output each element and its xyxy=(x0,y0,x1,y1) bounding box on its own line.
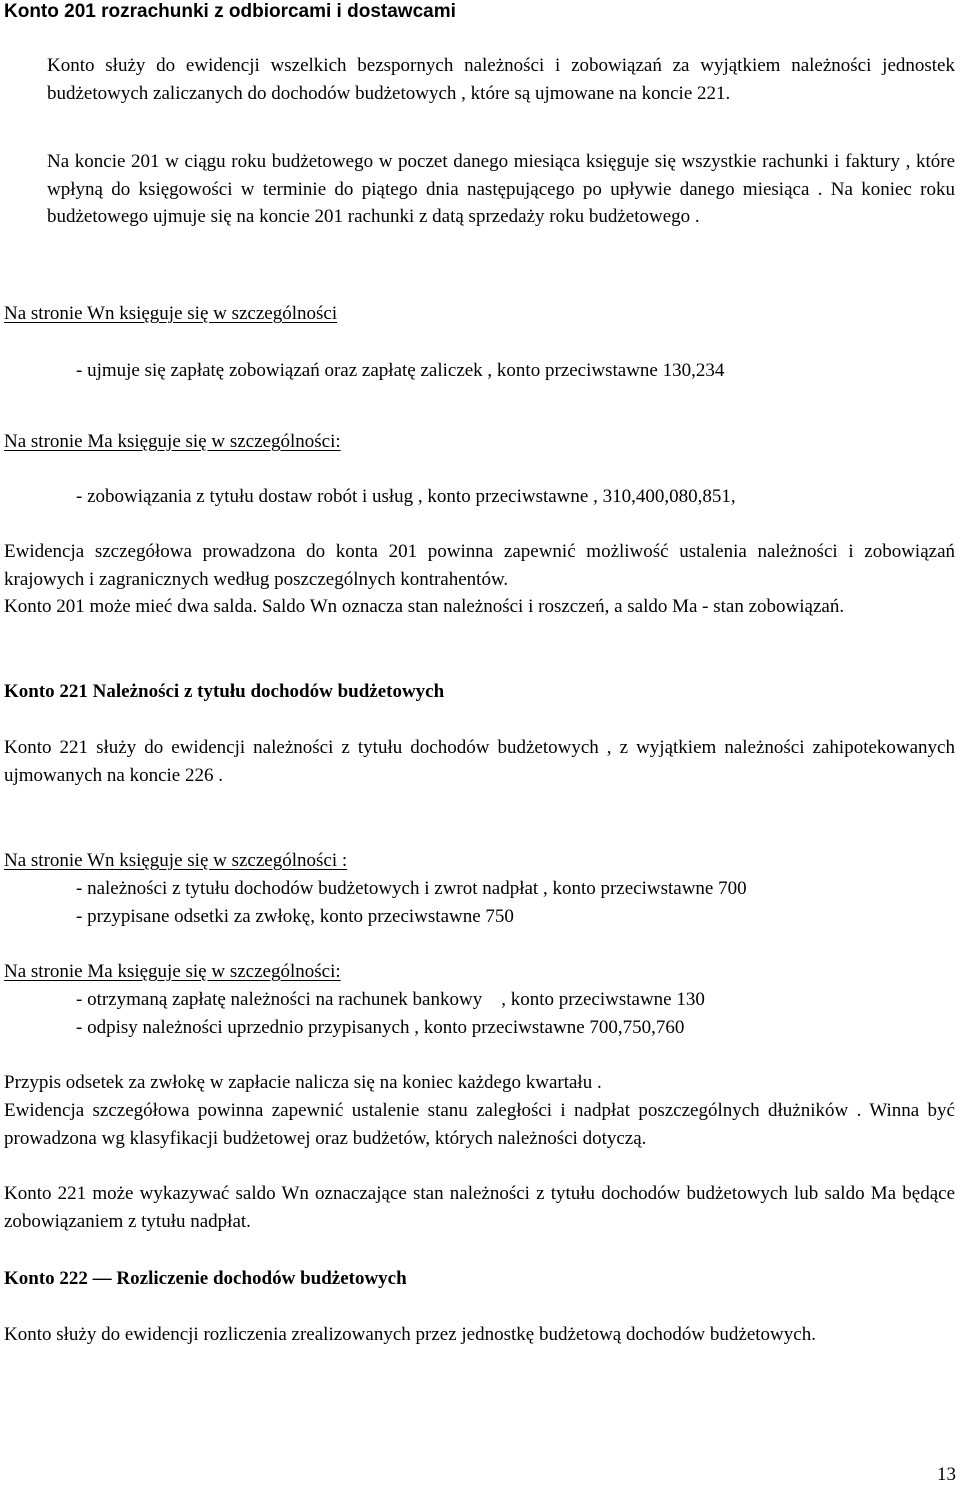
section-221-paragraph-1: Konto 221 służy do ewidencji należności z tytułu dochodów budżetowych , z wyjątkiem należności zahipotekowanych ujmowanych na koncie 226 . xyxy=(4,737,955,786)
section-201-paragraph-2: Na koncie 201 w ciągu roku budżetowego w poczet danego miesiąca księguje się wszystkie rachunki i faktury , które wpłyną do księgowości w terminie do piątego dnia następującego po upływie danego miesiąca . Na koniec roku budżetowego ujmuje się na koncie 201 rachunki z datą sprzedaży roku budżetowego . xyxy=(47,151,955,227)
section-201-wn-label: Na stronie Wn księguje się w szczególności xyxy=(4,303,338,324)
section-221-paragraph-3: Ewidencja szczegółowa powinna zapewnić ustalenie stanu zaległości i nadpłat poszczególnych dłużników . Winna być prowadzona wg klasyfikacji budżetowej oraz budżetów, których należności dotyczą. xyxy=(4,1100,955,1149)
section-201-ma-label: Na stronie Ma księguje się w szczególności: xyxy=(4,431,341,452)
section-201-wn-item: - ujmuje się zapłatę zobowiązań oraz zapłatę zaliczek , konto przeciwstawne 130,234 xyxy=(76,360,725,381)
section-221-ma-label: Na stronie Ma księguje się w szczególności: xyxy=(4,961,341,982)
section-222-paragraph-1: Konto służy do ewidencji rozliczenia zrealizowanych przez jednostkę budżetową dochodów budżetowych. xyxy=(4,1324,816,1345)
section-222-heading: Konto 222 — Rozliczenie dochodów budżetowych xyxy=(4,1268,407,1289)
section-221-wn-list xyxy=(76,875,956,930)
section-221-heading: Konto 221 Należności z tytułu dochodów budżetowych xyxy=(4,681,445,702)
list-item: - należności z tytułu dochodów budżetowych i zwrot nadpłat , konto przeciwstawne 700 xyxy=(76,878,747,899)
section-221-paragraph-2: Przypis odsetek za zwłokę w zapłacie nalicza się na koniec każdego kwartału . xyxy=(4,1072,602,1093)
section-201-paragraph-4: Konto 201 może mieć dwa salda. Saldo Wn oznacza stan należności i roszczeń, a saldo Ma - stan zobowiązań. xyxy=(4,596,845,617)
section-201-paragraph-1: Konto służy do ewidencji wszelkich bezspornych należności i zobowiązań za wyjątkiem należności jednostek budżetowych zaliczanych do dochodów budżetowych , które są ujmowane na koncie 221. xyxy=(47,55,955,104)
section-221-ma-list xyxy=(76,986,956,1041)
list-item: - przypisane odsetki za zwłokę, konto przeciwstawne 750 xyxy=(76,905,514,927)
section-201-heading: Konto 201 rozrachunki z odbiorcami i dostawcami xyxy=(4,1,456,22)
section-201-paragraph-3: Ewidencja szczegółowa prowadzona do konta 201 powinna zapewnić możliwość ustalenia należności i zobowiązań krajowych i zagranicznych według poszczególnych kontrahentów. xyxy=(4,541,955,590)
section-221-wn-label: Na stronie Wn księguje się w szczególności : xyxy=(4,850,348,871)
list-item: - odpisy należności uprzednio przypisanych , konto przeciwstawne 700,750,760 xyxy=(76,1016,685,1038)
list-item: - otrzymaną zapłatę należności na rachunek bankowy , konto przeciwstawne 130 xyxy=(76,989,705,1010)
page-number: 13 xyxy=(937,1464,956,1485)
section-201-ma-item: - zobowiązania z tytułu dostaw robót i usług , konto przeciwstawne , 310,400,080,851, xyxy=(76,486,736,507)
section-221-paragraph-4: Konto 221 może wykazywać saldo Wn oznaczające stan należności z tytułu dochodów budżetowych lub saldo Ma będące zobowiązaniem z tytułu nadpłat. xyxy=(4,1183,955,1232)
